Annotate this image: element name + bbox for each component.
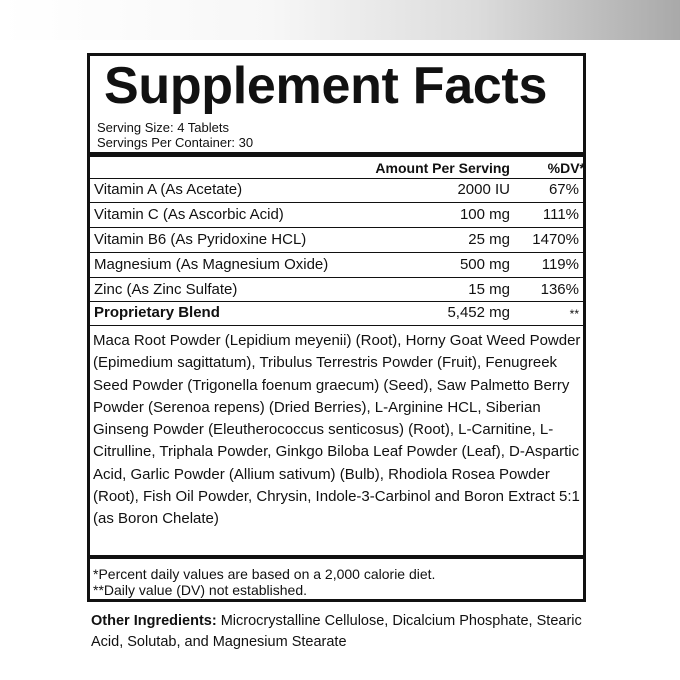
nutrient-amount: 25 mg xyxy=(468,231,510,248)
row-rule xyxy=(90,325,583,326)
nutrient-name: Vitamin A (As Acetate) xyxy=(94,181,243,198)
other-ingredients-label: Other Ingredients: xyxy=(91,613,217,629)
other-ingredients-list: Microcrystalline Cellulose, Dicalcium Phosphate, Stearic Acid, Solutab, and Magnesium Stearate xyxy=(91,613,582,650)
row-rule xyxy=(90,301,583,302)
header-amount: Amount Per Serving xyxy=(375,160,510,176)
footnotes xyxy=(93,566,435,598)
nutrient-amount: 2000 IU xyxy=(457,181,510,198)
row-rule xyxy=(90,227,583,228)
row-rule xyxy=(90,277,583,278)
nutrient-name: Vitamin C (As Ascorbic Acid) xyxy=(94,206,284,223)
footnote-not-established: **Daily value (DV) not established. xyxy=(93,582,307,598)
blend-name: Proprietary Blend xyxy=(94,304,220,321)
thick-divider-bottom xyxy=(90,555,583,559)
nutrient-dv: 136% xyxy=(540,281,579,298)
nutrient-amount: 15 mg xyxy=(468,281,510,298)
top-gradient-band xyxy=(0,0,680,40)
nutrient-dv: 67% xyxy=(548,181,579,198)
nutrient-amount: 100 mg xyxy=(459,206,510,223)
thick-divider-top xyxy=(90,152,583,157)
blend-dv: ** xyxy=(569,307,579,321)
nutrient-dv: 111% xyxy=(542,206,579,223)
servings-per-container: Servings Per Container: 30 xyxy=(97,135,254,150)
panel-title: Supplement Facts xyxy=(104,57,548,115)
nutrient-name: Zinc (As Zinc Sulfate) xyxy=(94,281,238,298)
nutrient-name: Magnesium (As Magnesium Oxide) xyxy=(94,256,329,273)
blend-ingredients: Maca Root Powder (Lepidium meyenii) (Root), Horny Goat Weed Powder (Epimedium sagittatum), Tribulus Terrestris Powder (Fruit), Fenugreek Seed Powder (Trigonella foenum graecum) (Seed), Saw Palmetto Berry Powder (Serenoa repens) (Dried Berries), L-Arginine HCL, Siberian Ginseng Powder (Eleutherococcus senticosus) (Root), L-Carnitine, L-Citrulline, Triphala Powder, Ginkgo Biloba Leaf Powder (Leaf), D-Aspartic Acid, Garlic Powder (Allium sativum) (Bulb), Rhodiola Rosea Powder (Root), Fish Oil Powder, Chrysin, Indole-3-Carbinol and Boron Extract 5:1 (as Boron Chelate) xyxy=(93,332,581,528)
row-rule xyxy=(90,178,583,179)
serving-size: Serving Size: 4 Tablets xyxy=(97,120,229,135)
nutrient-amount: 500 mg xyxy=(459,256,510,273)
nutrient-name: Vitamin B6 (As Pyridoxine HCL) xyxy=(94,231,307,248)
other-ingredients xyxy=(91,611,591,653)
footnote-dv: *Percent daily values are based on a 2,000 calorie diet. xyxy=(93,566,436,582)
serving-info xyxy=(97,120,253,150)
nutrient-dv: 119% xyxy=(541,256,579,273)
blend-amount: 5,452 mg xyxy=(447,304,510,321)
row-rule xyxy=(90,252,583,253)
row-rule xyxy=(90,202,583,203)
nutrient-dv: 1470% xyxy=(532,231,579,248)
header-dv: %DV* xyxy=(547,160,585,176)
